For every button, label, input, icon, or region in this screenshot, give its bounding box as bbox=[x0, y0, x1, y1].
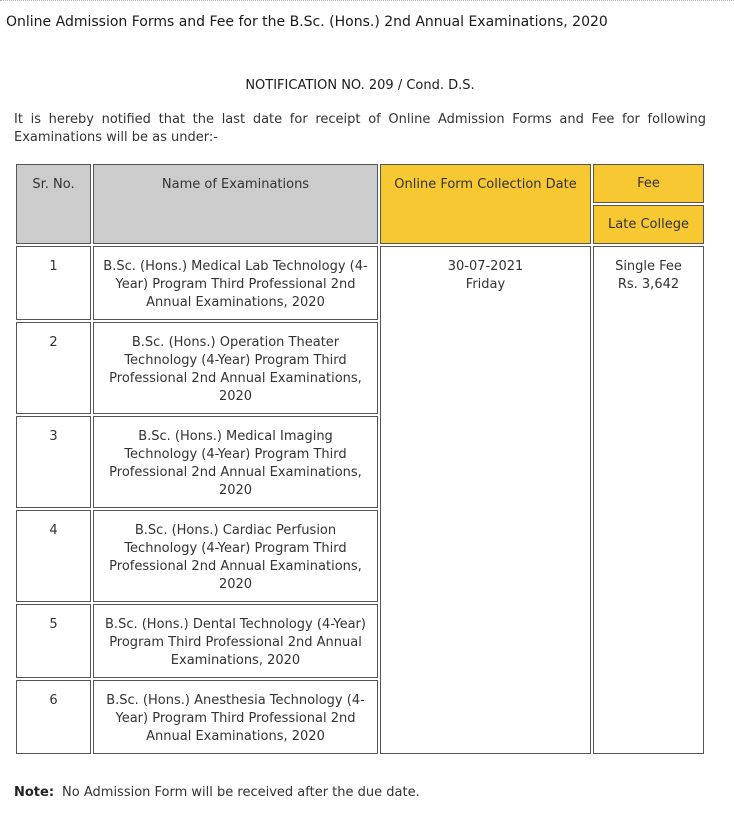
sr-no-cell: 1 bbox=[16, 246, 91, 320]
exam-name-cell: B.Sc. (Hons.) Dental Technology (4-Year) Program Third Professional 2nd Annual Examinations, 2020 bbox=[93, 604, 378, 678]
exam-name-cell: B.Sc. (Hons.) Operation Theater Technology (4-Year) Program Third Professional 2nd Annual Examinations, 2020 bbox=[93, 322, 378, 414]
intro-text: It is hereby notified that the last date for receipt of Online Admission Forms and Fee for following Examinations will be as under:- bbox=[14, 112, 706, 145]
fee-amount: Rs. 3,642 bbox=[617, 277, 680, 292]
sr-no-cell: 2 bbox=[16, 322, 91, 414]
exam-name-cell: B.Sc. (Hons.) Anesthesia Technology (4-Year) Program Third Professional 2nd Annual Examinations, 2020 bbox=[93, 680, 378, 754]
note bbox=[14, 785, 420, 800]
sr-no-cell: 6 bbox=[16, 680, 91, 754]
header-late-college: Late College bbox=[593, 205, 704, 244]
note-text: No Admission Form will be received after the due date. bbox=[62, 785, 420, 800]
collection-day: Friday bbox=[465, 277, 506, 292]
header-fee: Fee bbox=[593, 164, 704, 203]
collection-date: 30-07-2021 bbox=[447, 259, 524, 274]
note-label: Note: bbox=[14, 785, 55, 800]
exam-table bbox=[14, 162, 706, 756]
page-title: Online Admission Forms and Fee for the B.Sc. (Hons.) 2nd Annual Examinations, 2020 bbox=[6, 14, 608, 30]
notification-number: NOTIFICATION NO. 209 / Cond. D.S. bbox=[245, 78, 475, 93]
exam-name-cell: B.Sc. (Hons.) Medical Imaging Technology (4-Year) Program Third Professional 2nd Annual Examinations, 2020 bbox=[93, 416, 378, 508]
sr-no-cell: 3 bbox=[16, 416, 91, 508]
header-collection-date: Online Form Collection Date bbox=[380, 164, 591, 244]
fee-cell bbox=[593, 246, 704, 754]
sr-no-cell: 4 bbox=[16, 510, 91, 602]
top-divider bbox=[0, 0, 734, 3]
fee-type: Single Fee bbox=[615, 259, 682, 274]
exam-name-cell: B.Sc. (Hons.) Medical Lab Technology (4-Year) Program Third Professional 2nd Annual Examinations, 2020 bbox=[93, 246, 378, 320]
header-sr-no: Sr. No. bbox=[16, 164, 91, 244]
sr-no-cell: 5 bbox=[16, 604, 91, 678]
table-row bbox=[16, 246, 704, 320]
collection-date-cell bbox=[380, 246, 591, 754]
exam-name-cell: B.Sc. (Hons.) Cardiac Perfusion Technology (4-Year) Program Third Professional 2nd Annual Examinations, 2020 bbox=[93, 510, 378, 602]
header-exam-name: Name of Examinations bbox=[93, 164, 378, 244]
